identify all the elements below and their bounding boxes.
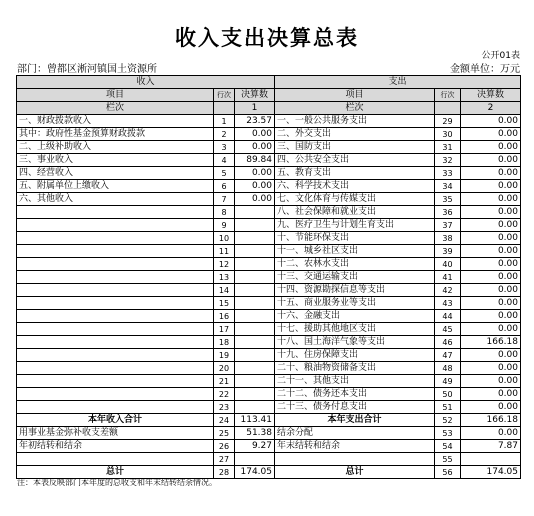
income-amount-cell: 51.38 — [235, 427, 275, 440]
expense-amount-cell: 0.00 — [461, 245, 521, 258]
expense-item-cell: 年末结转和结余 — [275, 440, 435, 453]
expense-amount-cell: 166.18 — [461, 414, 521, 427]
income-amount-cell — [235, 206, 275, 219]
income-line-cell: 12 — [214, 258, 235, 271]
income-item-cell: 二、上级补助收入 — [17, 141, 214, 154]
income-line-cell: 23 — [214, 401, 235, 414]
income-item-cell — [17, 271, 214, 284]
income-item-cell: 年初结转和结余 — [17, 440, 214, 453]
amount-unit-label: 金额单位：万元 — [450, 64, 520, 75]
income-line-cell: 17 — [214, 323, 235, 336]
expense-line-cell: 42 — [435, 284, 461, 297]
income-amount-cell — [235, 375, 275, 388]
total-row — [17, 414, 521, 427]
income-item-cell: 五、附属单位上缴收入 — [17, 180, 214, 193]
income-amount-cell: 0.00 — [235, 128, 275, 141]
expense-item-header: 项目 — [275, 89, 435, 102]
income-line-cell: 13 — [214, 271, 235, 284]
expense-item-cell: 本年支出合计 — [275, 414, 435, 427]
income-line-cell: 24 — [214, 414, 235, 427]
expense-line-cell: 48 — [435, 362, 461, 375]
income-col-label: 栏次 — [17, 102, 214, 115]
income-line-header: 行次 — [214, 89, 235, 102]
expense-line-cell: 30 — [435, 128, 461, 141]
table-row — [17, 336, 521, 349]
expense-item-cell: 十九、住房保障支出 — [275, 349, 435, 362]
table-row — [17, 128, 521, 141]
column-header-row — [17, 89, 521, 102]
section-header-row — [17, 76, 521, 89]
table-row — [17, 310, 521, 323]
expense-item-cell: 八、社会保障和就业支出 — [275, 206, 435, 219]
income-item-cell — [17, 245, 214, 258]
expense-item-cell: 十八、国土海洋气象等支出 — [275, 336, 435, 349]
income-amount-cell: 0.00 — [235, 141, 275, 154]
income-amount-cell: 0.00 — [235, 167, 275, 180]
income-line-cell: 8 — [214, 206, 235, 219]
expense-item-cell: 十三、交通运输支出 — [275, 271, 435, 284]
income-item-cell: 用事业基金弥补收支差额 — [17, 427, 214, 440]
income-amount-cell — [235, 323, 275, 336]
expense-item-cell: 结余分配 — [275, 427, 435, 440]
income-col-number: 1 — [235, 102, 275, 115]
expense-amount-cell: 0.00 — [461, 219, 521, 232]
expense-amount-cell: 0.00 — [461, 154, 521, 167]
income-line-cell: 18 — [214, 336, 235, 349]
income-item-cell — [17, 206, 214, 219]
income-amount-cell: 0.00 — [235, 180, 275, 193]
expense-line-cell: 56 — [435, 466, 461, 479]
expense-amount-cell: 0.00 — [461, 232, 521, 245]
expense-line-header: 行次 — [435, 89, 461, 102]
expense-line-cell: 34 — [435, 180, 461, 193]
income-item-cell — [17, 336, 214, 349]
income-amount-cell: 113.41 — [235, 414, 275, 427]
income-amount-cell — [235, 258, 275, 271]
expense-item-cell: 十二、农林水支出 — [275, 258, 435, 271]
table-row — [17, 258, 521, 271]
expense-section-header: 支出 — [275, 76, 521, 89]
income-item-cell — [17, 362, 214, 375]
expense-item-cell: 十一、城乡社区支出 — [275, 245, 435, 258]
table-row — [17, 401, 521, 414]
table-row — [17, 193, 521, 206]
expense-amount-cell: 0.00 — [461, 375, 521, 388]
expense-line-cell: 41 — [435, 271, 461, 284]
total-row — [17, 427, 521, 440]
table-row — [17, 219, 521, 232]
income-amount-cell — [235, 401, 275, 414]
table-row — [17, 206, 521, 219]
expense-amount-cell: 0.00 — [461, 115, 521, 128]
income-line-cell: 11 — [214, 245, 235, 258]
income-item-cell — [17, 232, 214, 245]
income-item-cell — [17, 284, 214, 297]
expense-item-cell: 一、一般公共服务支出 — [275, 115, 435, 128]
table-row — [17, 388, 521, 401]
expense-line-cell: 53 — [435, 427, 461, 440]
total-row — [17, 453, 521, 466]
income-line-cell: 10 — [214, 232, 235, 245]
expense-col-blank — [435, 102, 461, 115]
expense-item-cell: 五、教育支出 — [275, 167, 435, 180]
expense-line-cell: 32 — [435, 154, 461, 167]
income-amount-cell — [235, 271, 275, 284]
income-amount-cell — [235, 362, 275, 375]
table-body — [17, 76, 521, 479]
expense-item-cell: 二十二、债务还本支出 — [275, 388, 435, 401]
table-row — [17, 349, 521, 362]
table-row — [17, 375, 521, 388]
expense-item-cell: 二十、粮油物资储备支出 — [275, 362, 435, 375]
income-line-cell: 28 — [214, 466, 235, 479]
expense-item-cell: 十七、援助其他地区支出 — [275, 323, 435, 336]
income-amount-cell — [235, 219, 275, 232]
income-col-blank — [214, 102, 235, 115]
expense-col-number: 2 — [461, 102, 521, 115]
income-line-cell: 27 — [214, 453, 235, 466]
department-label: 部门：曾都区淅河镇国土资源所 — [17, 64, 157, 75]
income-amount-cell — [235, 388, 275, 401]
income-item-cell — [17, 323, 214, 336]
table-row — [17, 115, 521, 128]
expense-amount-cell: 0.00 — [461, 141, 521, 154]
income-amount-cell — [235, 232, 275, 245]
expense-amount-cell: 0.00 — [461, 310, 521, 323]
table-row — [17, 297, 521, 310]
expense-line-cell: 35 — [435, 193, 461, 206]
income-amount-cell: 89.84 — [235, 154, 275, 167]
expense-amount-cell: 0.00 — [461, 193, 521, 206]
income-item-cell — [17, 349, 214, 362]
expense-amount-cell — [461, 453, 521, 466]
table-row — [17, 167, 521, 180]
expense-line-cell: 43 — [435, 297, 461, 310]
expense-amount-cell: 0.00 — [461, 271, 521, 284]
income-line-cell: 20 — [214, 362, 235, 375]
income-item-cell: 总计 — [17, 466, 214, 479]
income-line-cell: 1 — [214, 115, 235, 128]
income-line-cell: 6 — [214, 180, 235, 193]
expense-amount-cell: 0.00 — [461, 349, 521, 362]
income-item-cell — [17, 297, 214, 310]
income-amount-cell: 0.00 — [235, 193, 275, 206]
expense-item-cell: 二十三、债务付息支出 — [275, 401, 435, 414]
income-amount-cell — [235, 245, 275, 258]
income-line-cell: 25 — [214, 427, 235, 440]
expense-item-cell: 六、科学技术支出 — [275, 180, 435, 193]
expense-item-cell: 三、国防支出 — [275, 141, 435, 154]
income-line-cell: 5 — [214, 167, 235, 180]
table-row — [17, 232, 521, 245]
income-item-cell — [17, 375, 214, 388]
column-index-row — [17, 102, 521, 115]
income-line-cell: 3 — [214, 141, 235, 154]
income-amount-cell — [235, 336, 275, 349]
expense-line-cell: 47 — [435, 349, 461, 362]
income-section-header: 收入 — [17, 76, 275, 89]
expense-amount-cell: 166.18 — [461, 336, 521, 349]
expense-line-cell: 36 — [435, 206, 461, 219]
income-item-cell — [17, 219, 214, 232]
income-item-cell: 三、事业收入 — [17, 154, 214, 167]
expense-amount-cell: 7.87 — [461, 440, 521, 453]
income-line-cell: 26 — [214, 440, 235, 453]
expense-item-cell: 总计 — [275, 466, 435, 479]
income-line-cell: 15 — [214, 297, 235, 310]
expense-line-cell: 50 — [435, 388, 461, 401]
income-line-cell: 19 — [214, 349, 235, 362]
income-amount-cell — [235, 297, 275, 310]
income-item-cell — [17, 310, 214, 323]
expense-line-cell: 39 — [435, 245, 461, 258]
expense-amount-cell: 0.00 — [461, 258, 521, 271]
table-row — [17, 245, 521, 258]
expense-line-cell: 29 — [435, 115, 461, 128]
income-item-cell — [17, 401, 214, 414]
expense-line-cell: 54 — [435, 440, 461, 453]
expense-amount-cell: 0.00 — [461, 180, 521, 193]
expense-amount-cell: 0.00 — [461, 427, 521, 440]
expense-amount-header: 决算数 — [461, 89, 521, 102]
total-row — [17, 440, 521, 453]
expense-amount-cell: 0.00 — [461, 167, 521, 180]
expense-line-cell: 31 — [435, 141, 461, 154]
income-line-cell: 7 — [214, 193, 235, 206]
income-line-cell: 9 — [214, 219, 235, 232]
expense-item-cell — [275, 453, 435, 466]
expense-line-cell: 44 — [435, 310, 461, 323]
expense-amount-cell: 0.00 — [461, 401, 521, 414]
table-row — [17, 141, 521, 154]
income-item-cell: 四、经营收入 — [17, 167, 214, 180]
income-amount-header: 决算数 — [235, 89, 275, 102]
income-line-cell: 14 — [214, 284, 235, 297]
income-line-cell: 2 — [214, 128, 235, 141]
expense-item-cell: 十六、金融支出 — [275, 310, 435, 323]
table-row — [17, 284, 521, 297]
expense-amount-cell: 0.00 — [461, 284, 521, 297]
expense-item-cell: 四、公共安全支出 — [275, 154, 435, 167]
income-item-cell: 其中：政府性基金预算财政拨款 — [17, 128, 214, 141]
footnote: 注：本表反映部门本年度的总收支和年末结转结余情况。 — [17, 478, 217, 487]
expense-line-cell: 46 — [435, 336, 461, 349]
expense-item-cell: 九、医疗卫生与计划生育支出 — [275, 219, 435, 232]
budget-summary-table — [16, 75, 521, 479]
income-amount-cell: 9.27 — [235, 440, 275, 453]
expense-amount-cell: 0.00 — [461, 388, 521, 401]
income-line-cell: 16 — [214, 310, 235, 323]
expense-line-cell: 33 — [435, 167, 461, 180]
expense-line-cell: 55 — [435, 453, 461, 466]
expense-col-label: 栏次 — [275, 102, 435, 115]
income-item-cell: 一、财政拨款收入 — [17, 115, 214, 128]
income-line-cell: 21 — [214, 375, 235, 388]
table-row — [17, 180, 521, 193]
expense-amount-cell: 0.00 — [461, 362, 521, 375]
income-amount-cell — [235, 284, 275, 297]
income-item-cell — [17, 453, 214, 466]
table-row — [17, 154, 521, 167]
expense-item-cell: 十五、商业服务业等支出 — [275, 297, 435, 310]
expense-line-cell: 37 — [435, 219, 461, 232]
expense-line-cell: 45 — [435, 323, 461, 336]
table-row — [17, 323, 521, 336]
report-title: 收入支出决算总表 — [175, 25, 359, 50]
expense-amount-cell: 0.00 — [461, 323, 521, 336]
expense-line-cell: 51 — [435, 401, 461, 414]
expense-amount-cell: 0.00 — [461, 297, 521, 310]
income-item-header: 项目 — [17, 89, 214, 102]
expense-item-cell: 十四、资源勘探信息等支出 — [275, 284, 435, 297]
expense-item-cell: 二、外交支出 — [275, 128, 435, 141]
income-amount-cell — [235, 453, 275, 466]
income-item-cell — [17, 388, 214, 401]
form-code: 公开01表 — [481, 51, 520, 61]
income-amount-cell — [235, 349, 275, 362]
income-line-cell: 4 — [214, 154, 235, 167]
expense-amount-cell: 0.00 — [461, 128, 521, 141]
expense-item-cell: 二十一、其他支出 — [275, 375, 435, 388]
income-amount-cell: 174.05 — [235, 466, 275, 479]
income-amount-cell — [235, 310, 275, 323]
income-item-cell: 本年收入合计 — [17, 414, 214, 427]
income-line-cell: 22 — [214, 388, 235, 401]
income-item-cell — [17, 258, 214, 271]
income-item-cell: 六、其他收入 — [17, 193, 214, 206]
income-amount-cell: 23.57 — [235, 115, 275, 128]
table-row — [17, 362, 521, 375]
expense-line-cell: 40 — [435, 258, 461, 271]
expense-item-cell: 十、节能环保支出 — [275, 232, 435, 245]
table-row — [17, 271, 521, 284]
expense-line-cell: 52 — [435, 414, 461, 427]
expense-amount-cell: 174.05 — [461, 466, 521, 479]
expense-amount-cell: 0.00 — [461, 206, 521, 219]
expense-line-cell: 49 — [435, 375, 461, 388]
expense-item-cell: 七、文化体育与传媒支出 — [275, 193, 435, 206]
expense-line-cell: 38 — [435, 232, 461, 245]
